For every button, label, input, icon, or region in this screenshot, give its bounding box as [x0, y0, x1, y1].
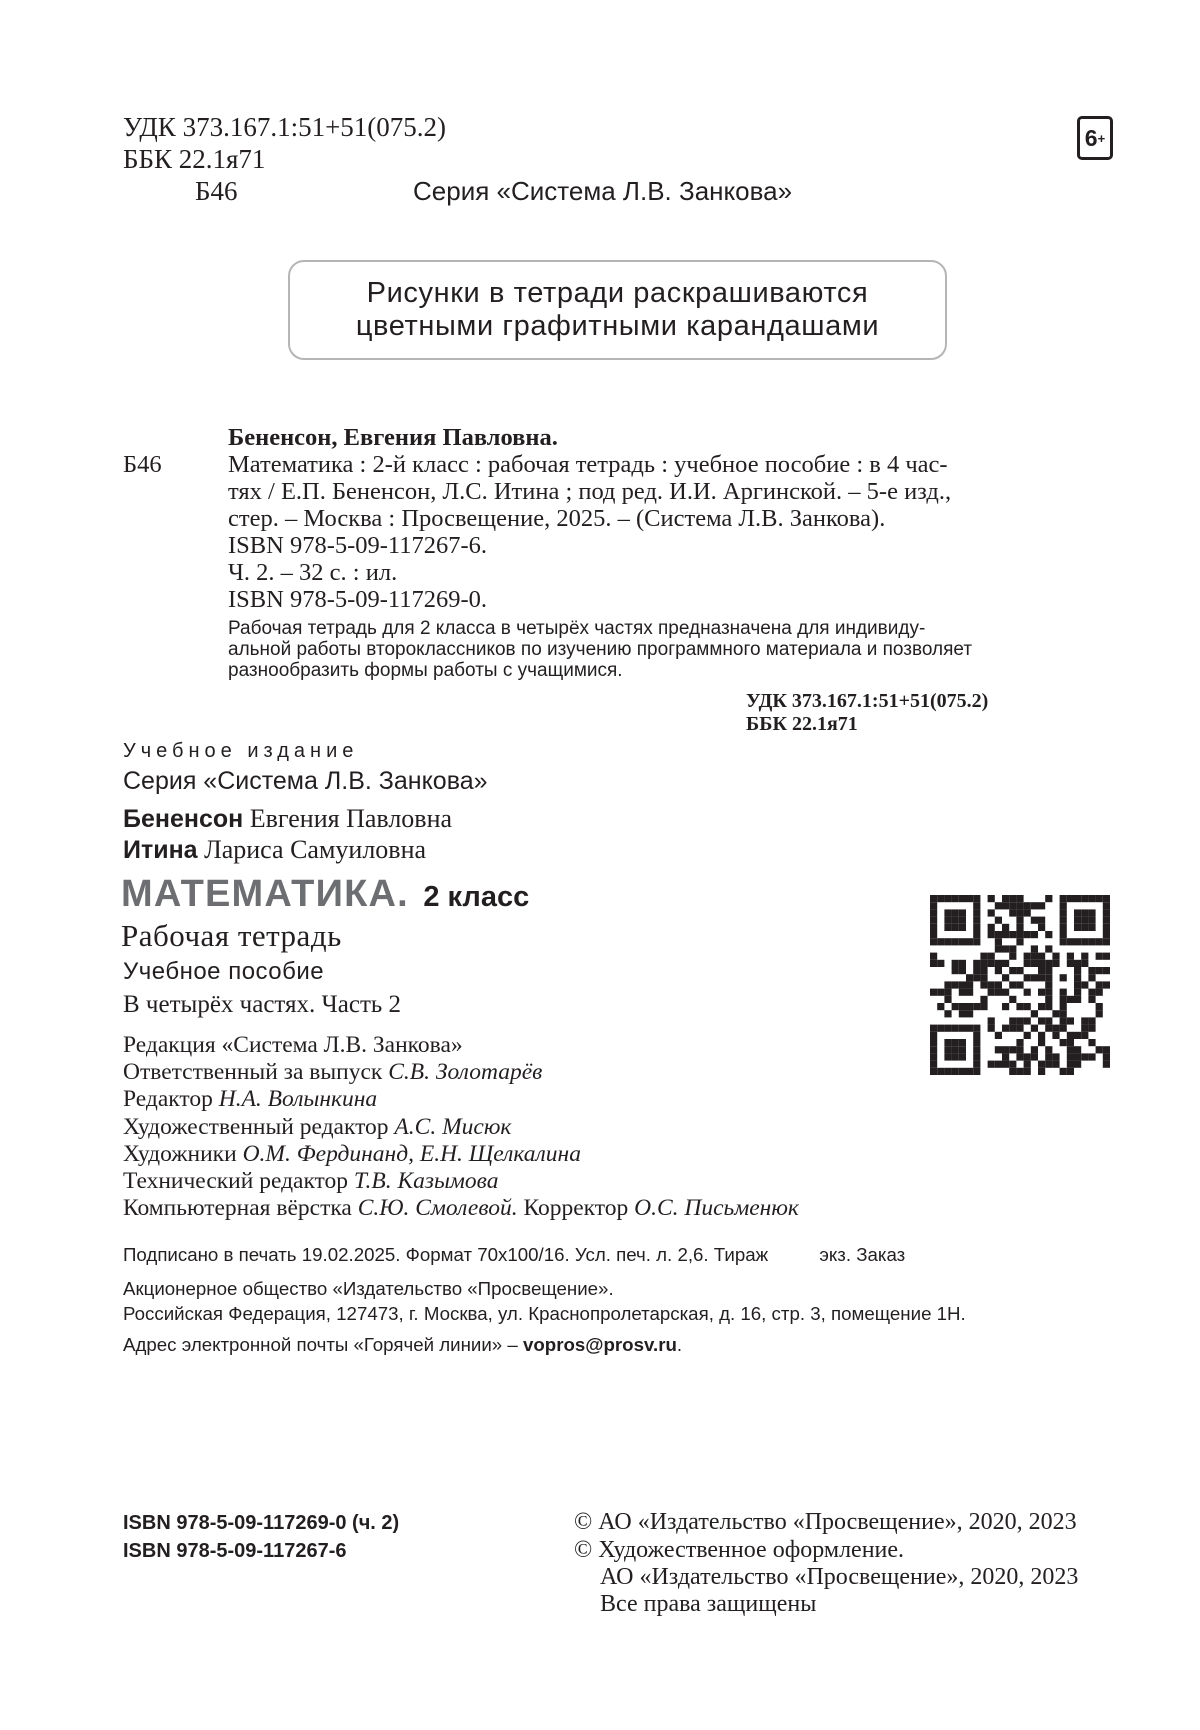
bib-part: Ч. 2. – 32 с. : ил. [228, 559, 398, 586]
credit-role: Редактор [123, 1086, 213, 1113]
coloring-notice [288, 260, 947, 360]
bib-bbk: ББК 22.1я71 [746, 713, 858, 735]
credit-role: Художники [123, 1140, 237, 1167]
publisher-address: Российская Федерация, 127473, г. Москва, ул. Краснопролетарская, д. 16, стр. 3, помещение 1Н. [123, 1303, 966, 1324]
age-rating-number: 6 [1084, 124, 1098, 151]
footer-isbn-part: ISBN 978-5-09-117269-0 (ч. 2) [123, 1512, 400, 1534]
credit-name: С.Ю. Смолевой. [357, 1195, 518, 1222]
publisher-name: Акционерное общество «Издательство «Просвещение». [123, 1278, 614, 1299]
email-link[interactable]: vopros@prosv.ru [522, 1334, 677, 1355]
bib-isbn-set: ISBN 978-5-09-117267-6. [228, 532, 488, 559]
credit-name: О.С. Письменюк [634, 1195, 799, 1222]
header-series: Серия «Система Л.В. Занкова» [413, 176, 793, 206]
notice-line-1: Рисунки в тетради раскрашиваются [366, 277, 869, 309]
credit-row [123, 1195, 799, 1222]
credit-name: С.В. Золотарёв [388, 1059, 543, 1086]
bib-author: Бененсон, Евгения Павловна. [228, 424, 558, 451]
bib-annotation [228, 618, 972, 681]
edition-label: Учебное издание [123, 740, 359, 762]
notice-line-2: цветными графитными карандашами [355, 310, 880, 342]
credit-role: Художественный редактор [123, 1113, 389, 1140]
email-label: Адрес электронной почты «Горячей линии» – [123, 1334, 518, 1355]
print-info-text: Подписано в печать 19.02.2025. Формат 70x100/16. Усл. печ. л. 2,6. Тираж [123, 1244, 769, 1265]
rights-reserved: Все права защищены [600, 1591, 817, 1617]
author-2-surname: Итина [123, 836, 198, 864]
qr-code-icon[interactable] [930, 895, 1110, 1075]
print-info-tail: экз. Заказ [819, 1244, 906, 1265]
credit-name: Т.В. Казымова [353, 1168, 499, 1195]
book-subtitle: Рабочая тетрадь [121, 918, 342, 953]
header-bbk: ББК 22.1я71 [123, 144, 266, 174]
credit-role: Компьютерная вёрстка [123, 1195, 352, 1222]
credit-role: Технический редактор [123, 1168, 349, 1195]
edition-series: Серия «Система Л.В. Занкова» [123, 767, 488, 795]
credit-row [123, 1086, 799, 1113]
credit-name: Н.А. Волынкина [218, 1086, 378, 1113]
bib-line-2: тях / Е.П. Бененсон, Л.С. Итина ; под ред. И.И. Аргинской. – 5-е изд., [228, 478, 952, 505]
email-end: . [676, 1334, 683, 1355]
age-rating-plus: + [1097, 130, 1106, 146]
book-type: Учебное пособие [123, 958, 325, 985]
author-1 [123, 804, 452, 834]
credit-row [123, 1141, 799, 1168]
header-udk: УДК 373.167.1:51+51(075.2) [123, 112, 447, 142]
bib-line-1: Математика : 2-й класс : рабочая тетрадь : учебное пособие : в 4 час- [228, 451, 948, 478]
copyright-2: © Художественное оформление. [574, 1537, 905, 1563]
age-rating-badge [1077, 116, 1113, 160]
credit-role: Ответственный за выпуск [123, 1059, 383, 1086]
credit-name: А.С. Мисюк [394, 1113, 512, 1140]
bib-index: Б46 [123, 451, 162, 478]
print-info [123, 1242, 905, 1267]
hotline-email [123, 1332, 682, 1357]
author-2 [123, 835, 426, 865]
bib-udk: УДК 373.167.1:51+51(075.2) [746, 690, 989, 712]
author-1-name: Евгения Павловна [249, 804, 453, 833]
annotation-line-2: альной работы второклассников по изучению программного материала и позволяет [228, 639, 973, 660]
book-title-row [121, 873, 529, 916]
credit-role: Редакция «Система Л.В. Занкова» [123, 1032, 463, 1058]
credit-role: Корректор [523, 1195, 629, 1222]
bib-line-3: стер. – Москва : Просвещение, 2025. – (Система Л.В. Занкова). [228, 505, 886, 532]
annotation-line-3: разнообразить формы работы с учащимися. [228, 660, 623, 681]
bib-isbn-part: ISBN 978-5-09-117269-0. [228, 586, 488, 613]
credits-block [123, 1032, 799, 1222]
author-1-surname: Бененсон [123, 805, 244, 833]
footer-isbn-set: ISBN 978-5-09-117267-6 [123, 1540, 347, 1562]
credit-name: О.М. Фердинанд, Е.Н. Щелкалина [242, 1140, 581, 1167]
credit-row [123, 1168, 799, 1195]
copyright-1: © АО «Издательство «Просвещение», 2020, 2023 [574, 1509, 1077, 1535]
book-parts: В четырёх частях. Часть 2 [123, 991, 402, 1018]
credit-row [123, 1032, 799, 1059]
author-2-name: Лариса Самуиловна [204, 835, 427, 864]
annotation-line-1: Рабочая тетрадь для 2 класса в четырёх частях предназначена для индивиду- [228, 618, 926, 639]
credit-row [123, 1059, 799, 1086]
book-grade: 2 класс [423, 881, 530, 913]
copyright-3: АО «Издательство «Просвещение», 2020, 2023 [600, 1564, 1079, 1590]
book-title: МАТЕМАТИКА. [121, 873, 409, 915]
credit-row [123, 1114, 799, 1141]
header-index: Б46 [195, 176, 238, 206]
